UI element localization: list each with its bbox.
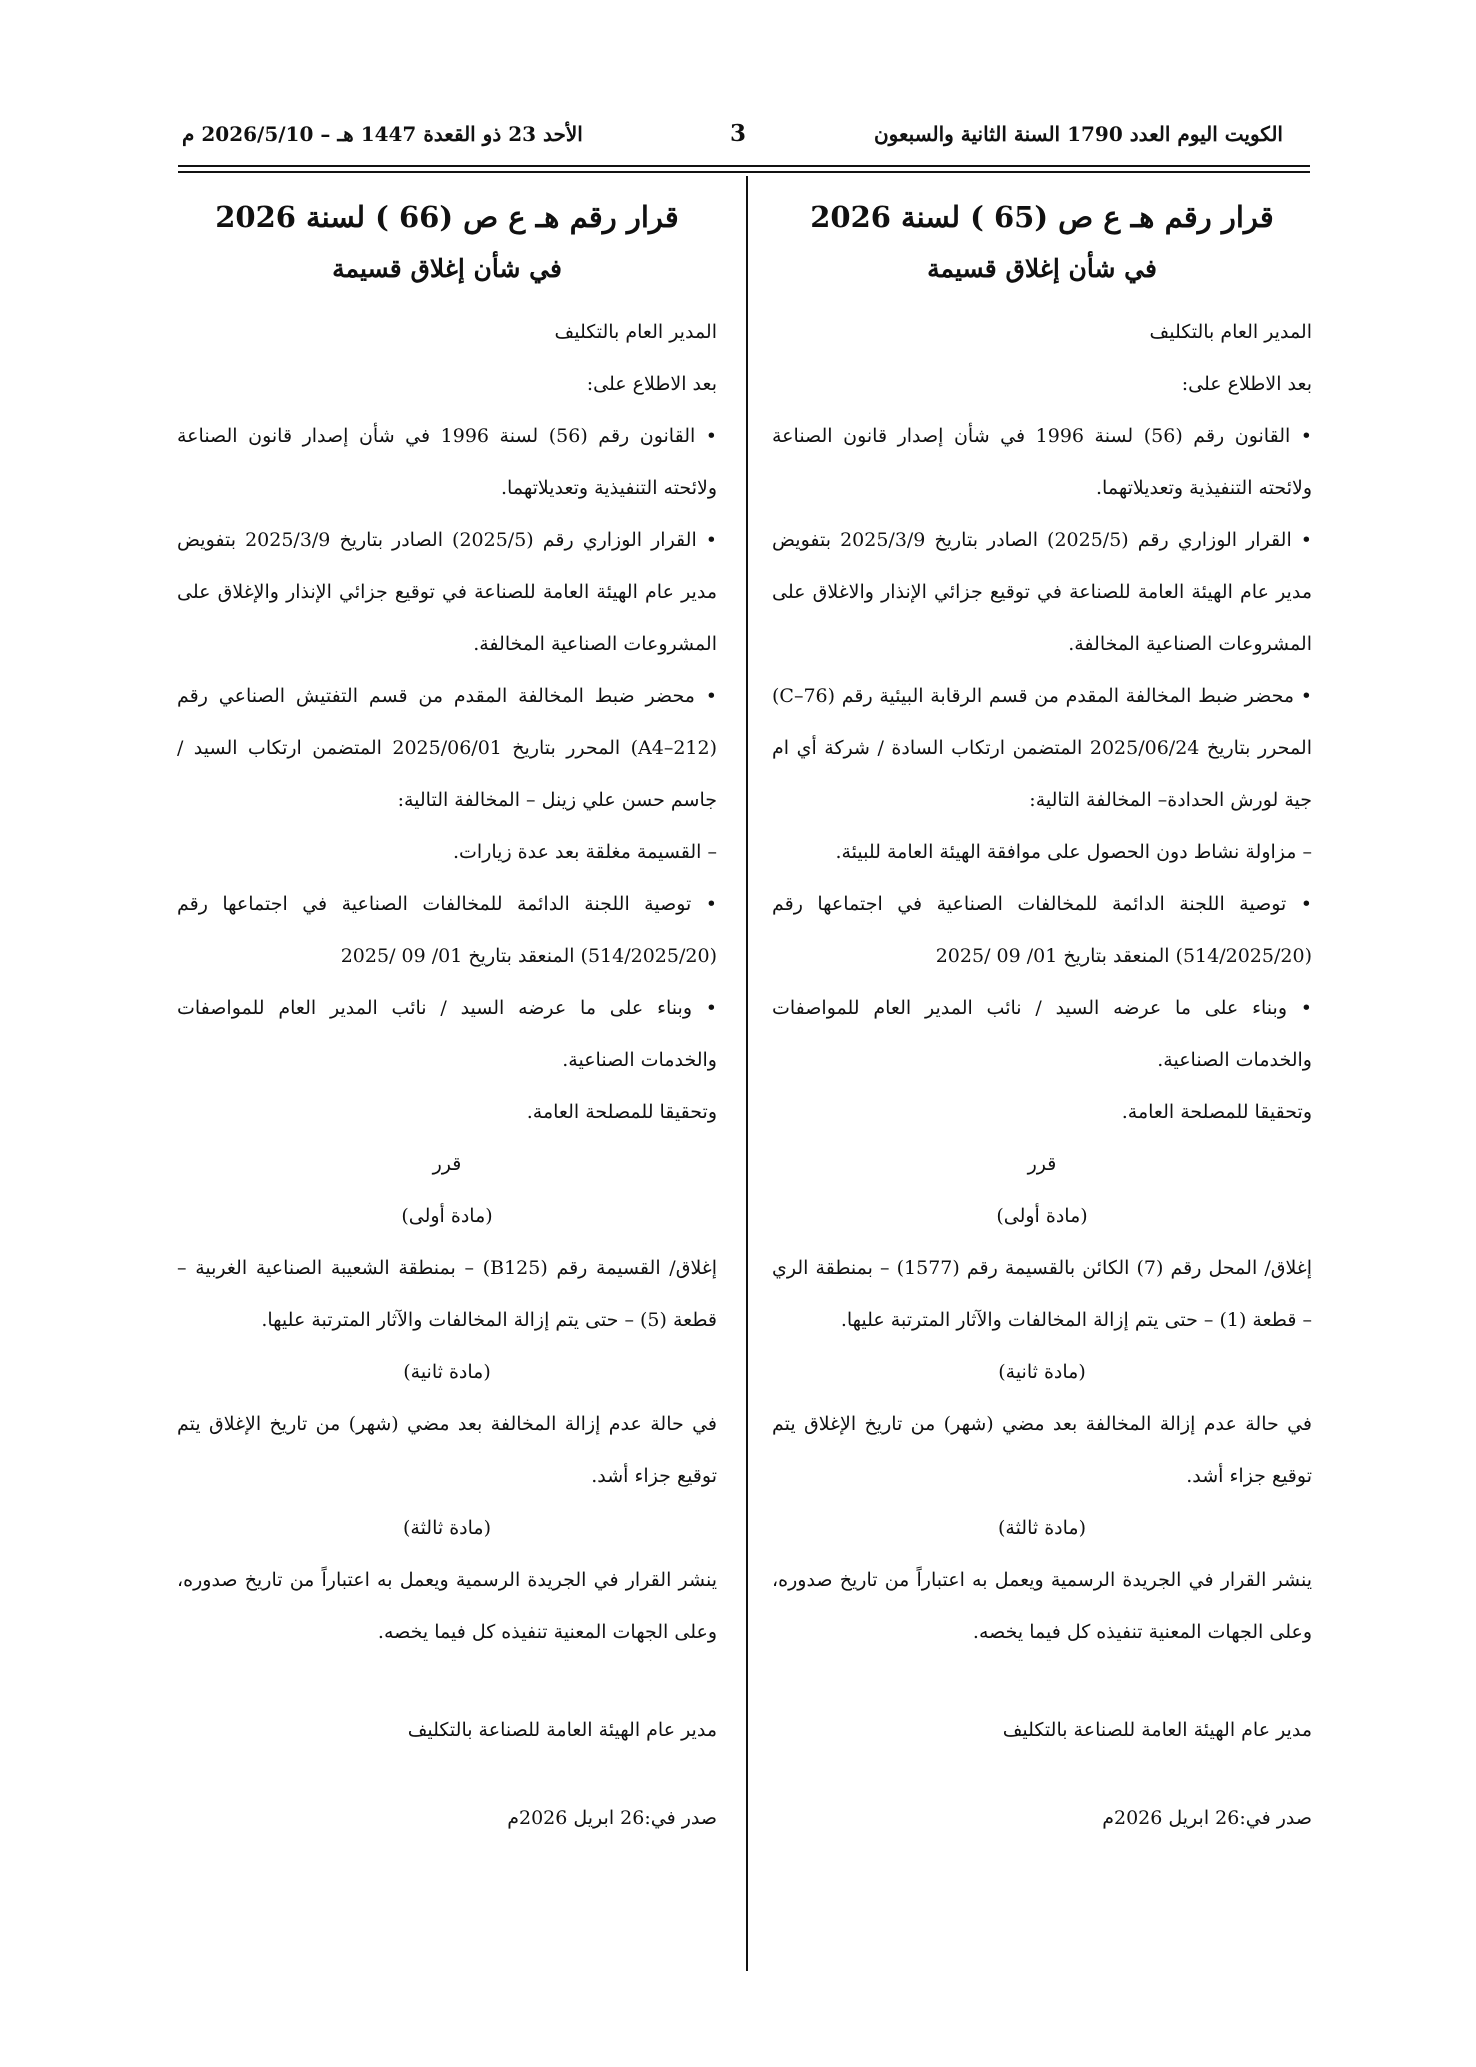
issuer-line: المدير العام بالتكليف [554, 321, 717, 343]
preamble-item: • محضر ضبط المخالفة المقدم من قسم الرقابة البيئية رقم (C–76) المحرر بتاريخ 2025/06/24 المتضمن ارتكاب السادة / شركة أي ام جية لورش الحدادة– المخالفة التالية: [772, 670, 1312, 826]
article-1-text: إغلاق/ القسيمة رقم (B125) – بمنطقة الشعيبة الصناعية الغربية – قطعة (5) – حتى يتم إزالة المخالفات والآثار المترتبة عليها. [177, 1257, 717, 1331]
article-3-title: (مادة ثالثة) [402, 1517, 492, 1539]
page-number: 3 [729, 120, 746, 147]
decision-subtitle: في شأن إغلاق قسيمة [332, 254, 562, 283]
preamble-item: • وبناء على ما عرضه السيد / نائب المدير العام للمواصفات والخدمات الصناعية. [177, 982, 717, 1086]
public-interest-line: وتحقيقا للمصلحة العامة. [1121, 1101, 1312, 1123]
preamble-item: • القانون رقم (56) لسنة 1996 في شأن إصدار قانون الصناعة ولائحته التنفيذية وتعديلاتهما. [772, 410, 1312, 514]
issue-date: صدر في:26 ابريل 2026م [1102, 1807, 1312, 1829]
header-rule-top [178, 165, 1310, 167]
issuer-line: المدير العام بالتكليف [1149, 321, 1312, 343]
article-1-text: إغلاق/ المحل رقم (7) الكائن بالقسيمة رقم (1577) – بمنطقة الري – قطعة (1) – حتى يتم إزالة المخالفات والآثار المترتبة عليها. [772, 1257, 1313, 1331]
after-review-line: بعد الاطلاع على: [1181, 373, 1312, 395]
header-date: الأحد 23 ذو القعدة 1447 هـ – 2026/5/10 م [182, 122, 583, 146]
preamble-item: • القرار الوزاري رقم (2025/5) الصادر بتاريخ 2025/3/9 بتفويض مدير عام الهيئة العامة للصناعة في توقيع جزائي الإنذار والاغلاق على المشروعات الصناعية المخالفة. [772, 514, 1312, 670]
header-issue-info: الكويت اليوم العدد 1790 السنة الثانية والسبعون [873, 122, 1283, 146]
preamble-item: • وبناء على ما عرضه السيد / نائب المدير العام للمواصفات والخدمات الصناعية. [772, 982, 1312, 1086]
violation-line: – القسيمة مغلقة بعد عدة زيارات. [453, 841, 717, 863]
decided-heading: قرر [1027, 1153, 1057, 1175]
preamble-item: • القانون رقم (56) لسنة 1996 في شأن إصدار قانون الصناعة ولائحته التنفيذية وتعديلاتهما. [177, 410, 717, 514]
article-3-text: ينشر القرار في الجريدة الرسمية ويعمل به اعتباراً من تاريخ صدوره، وعلى الجهات المعنية تنفيذه كل فيما يخصه. [772, 1569, 1312, 1643]
issue-date: صدر في:26 ابريل 2026م [507, 1807, 717, 1829]
article-1-title: (مادة أولى) [996, 1205, 1088, 1227]
public-interest-line: وتحقيقا للمصلحة العامة. [526, 1101, 717, 1123]
article-2-title: (مادة ثانية) [998, 1361, 1086, 1383]
preamble-item: • توصية اللجنة الدائمة للمخالفات الصناعية في اجتماعها رقم (514/2025/20) المنعقد بتاريخ 01/ 09 /2025 [772, 878, 1312, 982]
column-divider [746, 176, 748, 1971]
after-review-line: بعد الاطلاع على: [586, 373, 717, 395]
article-3-title: (مادة ثالثة) [997, 1517, 1087, 1539]
signature-line: مدير عام الهيئة العامة للصناعة بالتكليف [407, 1719, 717, 1741]
violation-line: – مزاولة نشاط دون الحصول على موافقة الهيئة العامة للبيئة. [835, 841, 1312, 863]
preamble-item: • توصية اللجنة الدائمة للمخالفات الصناعية في اجتماعها رقم (514/2025/20) المنعقد بتاريخ 01/ 09 /2025 [177, 878, 717, 982]
header-rule-bottom [178, 171, 1310, 173]
preamble-item: • محضر ضبط المخالفة المقدم من قسم التفتيش الصناعي رقم (A4–212) المحرر بتاريخ 2025/06/01 المتضمن ارتكاب السيد / جاسم حسن علي زينل – المخالفة التالية: [177, 670, 717, 826]
article-3-text: ينشر القرار في الجريدة الرسمية ويعمل به اعتباراً من تاريخ صدوره، وعلى الجهات المعنية تنفيذه كل فيما يخصه. [177, 1569, 717, 1643]
article-2-title: (مادة ثانية) [403, 1361, 491, 1383]
decision-subtitle: في شأن إغلاق قسيمة [927, 254, 1157, 283]
decision-title: قرار رقم هـ ع ص (66 ) لسنة 2026 [215, 200, 679, 234]
decided-heading: قرر [432, 1153, 462, 1175]
signature-line: مدير عام الهيئة العامة للصناعة بالتكليف [1002, 1719, 1312, 1741]
decision-title: قرار رقم هـ ع ص (65 ) لسنة 2026 [810, 200, 1274, 234]
preamble-item: • القرار الوزاري رقم (2025/5) الصادر بتاريخ 2025/3/9 بتفويض مدير عام الهيئة العامة للصناعة في توقيع جزائي الإنذار والإغلاق على المشروعات الصناعية المخالفة. [177, 514, 717, 670]
article-2-text: في حالة عدم إزالة المخالفة بعد مضي (شهر) من تاريخ الإغلاق يتم توقيع جزاء أشد. [772, 1413, 1312, 1487]
article-2-text: في حالة عدم إزالة المخالفة بعد مضي (شهر) من تاريخ الإغلاق يتم توقيع جزاء أشد. [177, 1413, 717, 1487]
article-1-title: (مادة أولى) [401, 1205, 493, 1227]
decision-65-column [772, 176, 1312, 1844]
decision-66-column [177, 176, 717, 1844]
